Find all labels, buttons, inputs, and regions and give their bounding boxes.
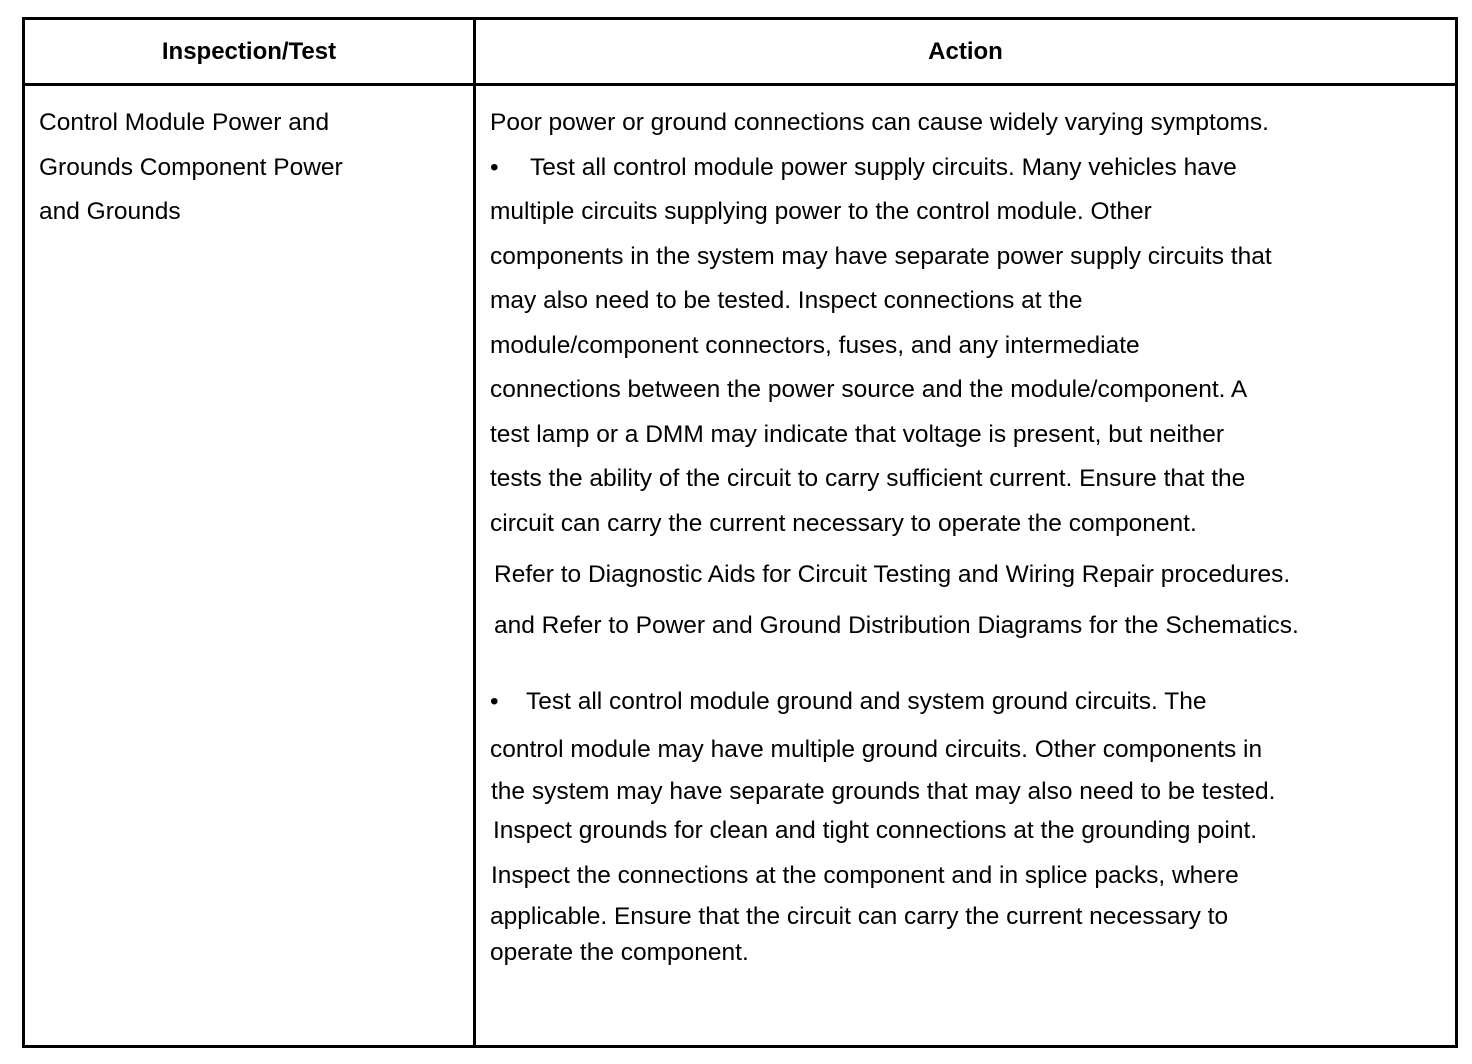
action-line: Inspect the connections at the component and in splice packs, where: [491, 862, 1239, 889]
action-line: circuit can carry the current necessary to operate the component.: [490, 509, 1197, 537]
column-divider: [473, 20, 476, 1045]
action-line: connections between the power source and the module/component. A: [490, 376, 1248, 403]
action-paragraph-1: [490, 101, 1272, 546]
inspection-line: and Grounds: [39, 198, 181, 225]
bullet-item-ground: [490, 687, 1206, 717]
inspection-line: Control Module Power and: [39, 109, 330, 136]
action-line: operate the component.: [490, 939, 749, 966]
header-inspection-test: Inspection/Test: [161, 37, 337, 65]
action-line: multiple circuits supplying power to the control module. Other: [490, 198, 1152, 225]
refer-diagnostic-aids: Refer to Diagnostic Aids for Circuit Testing and Wiring Repair procedures.: [494, 561, 1291, 588]
refer-power-ground-diagrams: and Refer to Power and Ground Distribution Diagrams for the Schematics.: [494, 612, 1299, 639]
action-line: may also need to be tested. Inspect connections at the: [490, 287, 1083, 314]
inspection-cell: [39, 101, 459, 235]
action-line: tests the ability of the circuit to carry sufficient current. Ensure that the: [490, 465, 1246, 492]
action-line: Inspect grounds for clean and tight connections at the grounding point.: [493, 817, 1258, 844]
header-action: Action: [928, 37, 1003, 65]
inspection-table: [22, 17, 1458, 1048]
bullet-icon: •: [490, 688, 499, 715]
bullet-text: Test all control module ground and system ground circuits. The: [526, 688, 1207, 715]
header-divider: [25, 83, 1455, 86]
bullet-item-power: [490, 146, 1272, 191]
action-line: components in the system may have separate power supply circuits that: [490, 242, 1272, 270]
action-line: module/component connectors, fuses, and any intermediate: [490, 331, 1140, 359]
inspection-line: Grounds Component Power: [39, 153, 343, 181]
bullet-icon: •: [490, 153, 499, 181]
action-line: applicable. Ensure that the circuit can carry the current necessary to: [490, 903, 1229, 930]
action-line: the system may have separate grounds that may also need to be tested.: [491, 778, 1276, 805]
bullet-text: Test all control module power supply circuits. Many vehicles have: [530, 153, 1237, 181]
action-line: test lamp or a DMM may indicate that voltage is present, but neither: [490, 420, 1224, 448]
action-line: control module may have multiple ground circuits. Other components in: [490, 736, 1263, 763]
action-intro: Poor power or ground connections can cause widely varying symptoms.: [490, 109, 1269, 136]
